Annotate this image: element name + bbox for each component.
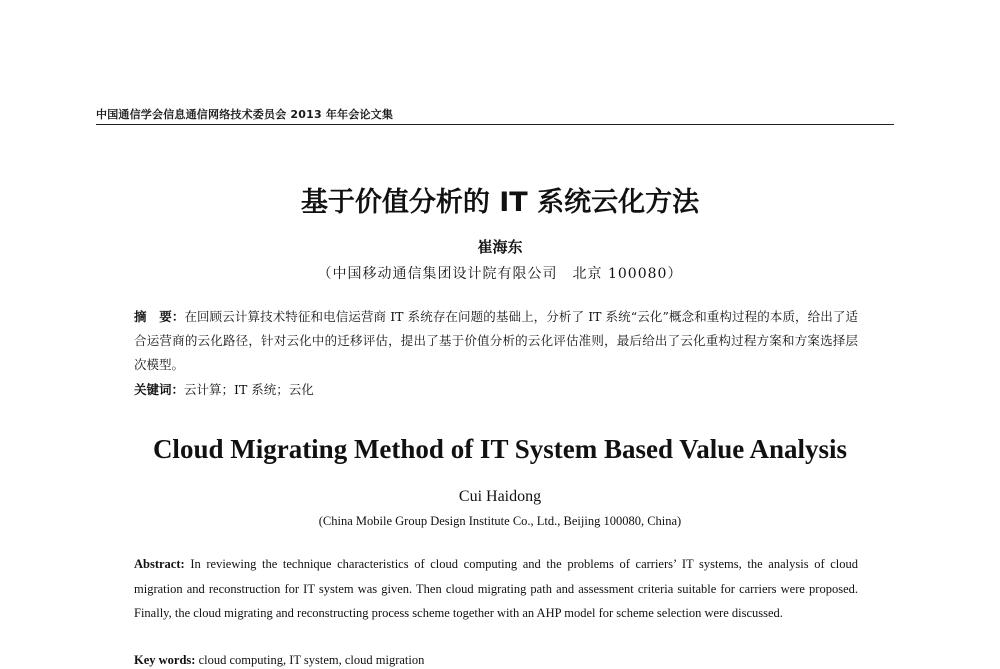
english-keywords [134, 653, 858, 668]
english-abstract-text: In reviewing the technique characteristics of cloud computing and the problems of carriers’ IT systems, the analysis of cloud migration and reconstruction for IT system was given. Then cloud migrating path and assessment criteria suitable for carriers were proposed. Finally, the cloud migrating and reconstructing process scheme together with an AHP model for scheme selection were discussed. [134, 557, 859, 620]
english-affiliation: (China Mobile Group Design Institute Co., Ltd., Beijing 100080, China) [318, 514, 682, 528]
chinese-abstract [134, 305, 858, 377]
chinese-author: 崔海东 [477, 238, 523, 256]
english-keywords-text: cloud computing, IT system, cloud migration [198, 653, 425, 667]
chinese-keywords-text: 云计算；IT 系统；云化 [184, 382, 314, 397]
chinese-abstract-label: 摘 要： [134, 309, 185, 324]
proceedings-header: 中国通信学会信息通信网络技术委员会 2013 年年会论文集 [96, 108, 394, 121]
chinese-keywords [134, 380, 858, 398]
chinese-abstract-text: 在回顾云计算技术特征和电信运营商 IT 系统存在问题的基础上，分析了 IT 系统“云化”概念和重构过程的本质，给出了适合运营商的云化路径，针对云化中的迁移评估，提出了基于价值分析的云化评估准则，最后给出了云化重构过程方案和方案选择层次模型。 [134, 309, 858, 372]
english-title: Cloud Migrating Method of IT System Based Value Analysis [152, 434, 848, 464]
header-rule [96, 124, 894, 125]
chinese-affiliation: （中国移动通信集团设计院有限公司 北京 100080） [317, 266, 683, 282]
chinese-keywords-label: 关键词： [134, 382, 185, 397]
english-keywords-label: Key words: [134, 653, 196, 667]
chinese-title: 基于价值分析的 IT 系统云化方法 [300, 187, 700, 218]
english-author: Cui Haidong [458, 488, 542, 505]
english-abstract [134, 552, 858, 626]
english-abstract-label: Abstract: [134, 557, 185, 571]
